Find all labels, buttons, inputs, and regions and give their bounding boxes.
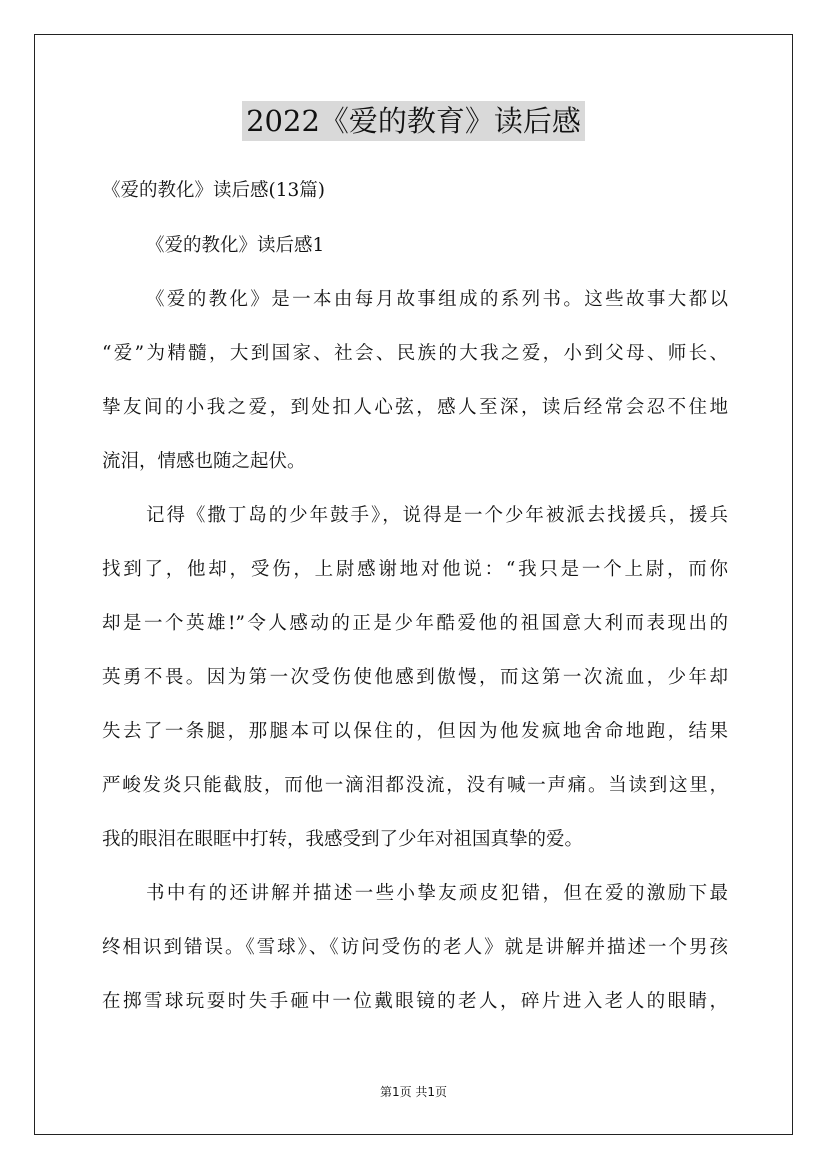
paragraph-line-7: 却是一个英雄!”令人感动的正是少年酷爱他的祖国意大利而表现出的 — [102, 613, 728, 634]
document-subtitle: 《爱的教化》读后感(13篇) — [102, 180, 325, 201]
paragraph-line-5: 记得《撒丁岛的少年鼓手》，说得是一个少年被派去找援兵，援兵 — [146, 505, 728, 526]
page-footer: 第1页 共1页 — [379, 1085, 448, 1099]
section-heading: 《爱的教化》读后感1 — [146, 235, 325, 256]
paragraph-line-3: 挚友间的小我之爱，到处扣人心弦，感人至深，读后经常会忍不住地 — [102, 397, 728, 418]
paragraph-line-14: 在掷雪球玩耍时失手砸中一位戴眼镜的老人，碎片进入老人的眼睛， — [102, 991, 728, 1012]
paragraph-line-10: 严峻发炎只能截肢，而他一滴泪都没流，没有喊一声痛。当读到这里， — [102, 775, 728, 796]
paragraph-line-2: “爱”为精髓，大到国家、社会、民族的大我之爱，小到父母、师长、 — [102, 343, 728, 364]
paragraph-line-9: 失去了一条腿，那腿本可以保住的，但因为他发疯地舍命地跑，结果 — [102, 721, 728, 742]
paragraph-line-4: 流泪，情感也随之起伏。 — [102, 451, 306, 472]
paragraph-line-12: 书中有的还讲解并描述一些小挚友顽皮犯错，但在爱的激励下最 — [146, 883, 728, 904]
paragraph-line-13: 终相识到错误。《雪球》、《访问受伤的老人》就是讲解并描述一个男孩 — [102, 937, 728, 958]
document-title: 2022《爱的教育》读后感 — [242, 101, 585, 141]
title-container — [0, 101, 827, 141]
paragraph-line-1: 《爱的教化》是一本由每月故事组成的系列书。这些故事大都以 — [146, 289, 728, 310]
paragraph-line-6: 找到了，他却，受伤，上尉感谢地对他说：“我只是一个上尉，而你 — [102, 559, 728, 580]
paragraph-line-11: 我的眼泪在眼眶中打转，我感受到了少年对祖国真挚的爱。 — [102, 829, 584, 850]
paragraph-line-8: 英勇不畏。因为第一次受伤使他感到傲慢，而这第一次流血，少年却 — [102, 667, 728, 688]
